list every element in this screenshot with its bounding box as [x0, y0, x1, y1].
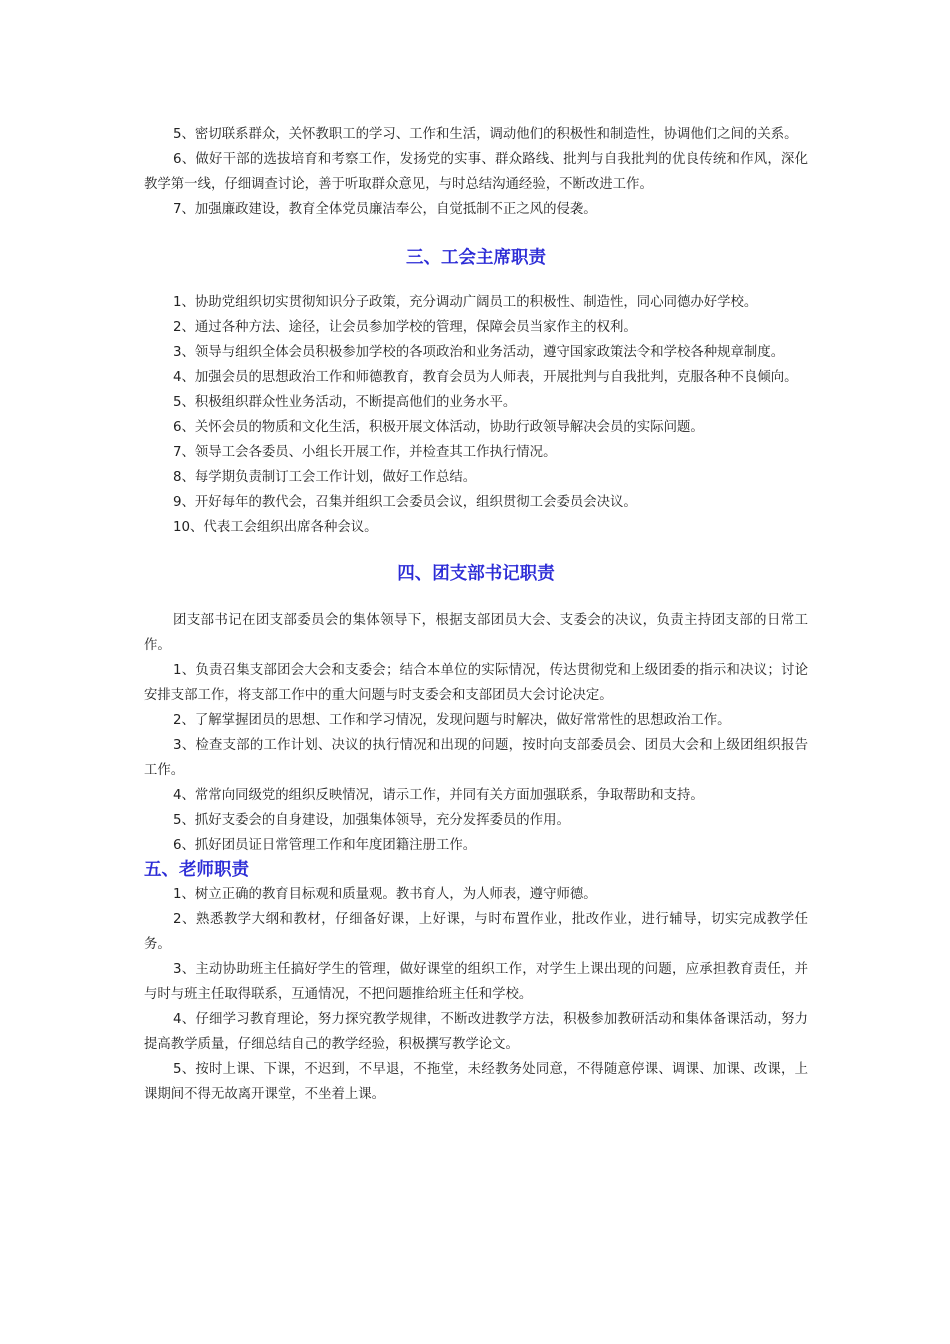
section2-tail — [144, 122, 808, 222]
list-item: 3、检查支部的工作计划、决议的执行情况和出现的问题，按时向支部委员会、团员大会和上级团组织报告工作。 — [144, 738, 808, 778]
list-item: 4、常常向同级党的组织反映情况，请示工作，并同有关方面加强联系，争取帮助和支持。 — [173, 788, 704, 803]
section-league-secretary-list — [144, 608, 808, 858]
list-item: 2、熟悉教学大纲和教材，仔细备好课，上好课，与时布置作业，批改作业，进行辅导，切实完成教学任务。 — [144, 912, 808, 952]
list-item: 4、加强会员的思想政治工作和师德教育，教育会员为人师表，开展批判与自我批判，克服各种不良倾向。 — [173, 370, 798, 385]
list-item: 10、代表工会组织出席各种会议。 — [173, 520, 378, 535]
list-item: 2、了解掌握团员的思想、工作和学习情况，发现问题与时解决，做好常常性的思想政治工作。 — [173, 713, 731, 728]
list-item: 7、领导工会各委员、小组长开展工作，并检查其工作执行情况。 — [173, 445, 557, 460]
list-item: 3、领导与组织全体会员积极参加学校的各项政治和业务活动，遵守国家政策法令和学校各种规章制度。 — [173, 345, 785, 360]
list-item: 1、协助党组织切实贯彻知识分子政策，充分调动广阔员工的积极性、制造性，同心同德办好学校。 — [173, 295, 758, 310]
paragraph: 5、密切联系群众，关怀教职工的学习、工作和生活，调动他们的积极性和制造性，协调他们之间的关系。 — [173, 127, 798, 142]
list-item: 6、抓好团员证日常管理工作和年度团籍注册工作。 — [173, 838, 477, 853]
section-heading-union-chair: 三、工会主席职责 — [406, 248, 546, 268]
list-item: 4、仔细学习教育理论，努力探究教学规律，不断改进教学方法，积极参加教研活动和集体备课活动，努力提高教学质量，仔细总结自己的教学经验，积极撰写教学论文。 — [144, 1012, 808, 1052]
list-item: 8、每学期负责制订工会工作计划，做好工作总结。 — [173, 470, 477, 485]
intro-paragraph: 团支部书记在团支部委员会的集体领导下，根据支部团员大会、支委会的决议，负责主持团支部的日常工作。 — [144, 613, 808, 653]
paragraph: 6、做好干部的选拔培育和考察工作，发扬党的实事、群众路线、批判与自我批判的优良传统和作风，深化教学第一线，仔细调查讨论，善于听取群众意见，与时总结沟通经验，不断改进工作。 — [144, 152, 808, 192]
list-item: 1、树立正确的教育目标观和质量观。教书育人，为人师表，遵守师德。 — [173, 887, 597, 902]
list-item: 5、抓好支委会的自身建设，加强集体领导，充分发挥委员的作用。 — [173, 813, 570, 828]
list-item: 5、积极组织群众性业务活动，不断提高他们的业务水平。 — [173, 395, 517, 410]
section-heading-league-secretary: 四、团支部书记职责 — [397, 564, 555, 584]
section-teacher-list — [144, 882, 808, 1107]
list-item: 3、主动协助班主任搞好学生的管理，做好课堂的组织工作，对学生上课出现的问题，应承担教育责任，并与时与班主任取得联系，互通情况，不把问题推给班主任和学校。 — [144, 962, 808, 1002]
list-item: 6、关怀会员的物质和文化生活，积极开展文体活动，协助行政领导解决会员的实际问题。 — [173, 420, 704, 435]
document-page — [144, 122, 808, 1107]
list-item: 1、负责召集支部团会大会和支委会；结合本单位的实际情况，传达贯彻党和上级团委的指示和决议；讨论安排支部工作，将支部工作中的重大问题与时支委会和支部团员大会讨论决定。 — [144, 663, 808, 703]
list-item: 5、按时上课、下课，不迟到，不早退，不拖堂，未经教务处同意，不得随意停课、调课、加课、改课，上课期间不得无故离开课堂，不坐着上课。 — [144, 1062, 808, 1102]
list-item: 9、开好每年的教代会，召集并组织工会委员会议，组织贯彻工会委员会决议。 — [173, 495, 637, 510]
list-item: 2、通过各种方法、途径，让会员参加学校的管理，保障会员当家作主的权利。 — [173, 320, 637, 335]
section-union-chair-list — [144, 290, 808, 540]
section-heading-teacher: 五、老师职责 — [144, 860, 249, 880]
paragraph: 7、加强廉政建设，教育全体党员廉洁奉公，自觉抵制不正之风的侵袭。 — [173, 202, 597, 217]
